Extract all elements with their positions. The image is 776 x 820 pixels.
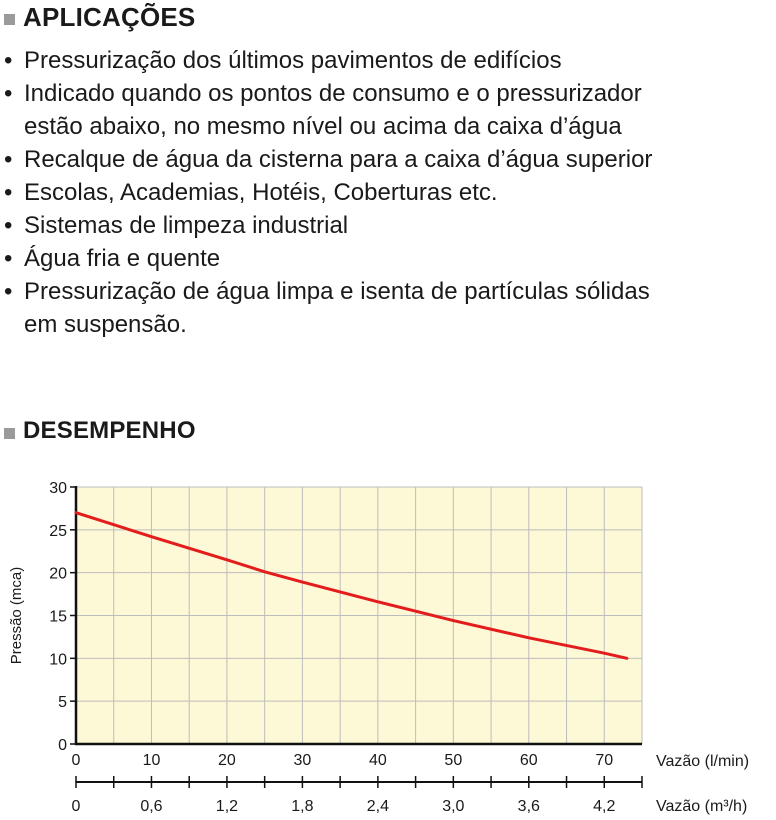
x-axis-label: Vazão (l/min) xyxy=(656,753,750,770)
applications-title xyxy=(4,2,195,33)
x-tick-label: 20 xyxy=(218,752,236,769)
y-tick-label: 25 xyxy=(49,522,67,540)
y-tick-labels xyxy=(49,480,67,754)
application-item xyxy=(4,242,652,275)
y-axis-label: Pressão (mca) xyxy=(8,566,25,665)
application-item xyxy=(4,44,652,77)
secondary-tick-label: 1,2 xyxy=(215,798,239,815)
y-tick-label: 20 xyxy=(49,565,67,583)
application-text: Sistemas de limpeza industrial xyxy=(24,212,349,239)
application-text: Recalque de água da cisterna para a caixa d’água superior xyxy=(24,146,653,173)
secondary-x-axis xyxy=(72,776,642,815)
section-square-icon xyxy=(4,428,15,439)
secondary-tick-label: 1,8 xyxy=(291,798,314,815)
secondary-x-axis-label: Vazão (m³/h) xyxy=(656,798,748,815)
y-tick-label: 0 xyxy=(58,737,67,754)
application-item xyxy=(4,308,652,341)
bullet-icon: • xyxy=(4,212,13,239)
x-tick-label: 40 xyxy=(368,752,387,769)
y-tick-label: 5 xyxy=(58,694,67,712)
applications-list xyxy=(4,44,652,341)
bullet-icon: • xyxy=(4,47,13,74)
section-square-icon xyxy=(4,14,15,25)
application-text: em suspensão. xyxy=(24,311,187,338)
secondary-tick-label: 3,0 xyxy=(442,798,465,815)
bullet-icon: • xyxy=(4,245,13,272)
application-text: Água fria e quente xyxy=(24,245,221,272)
y-tick-label: 10 xyxy=(49,651,67,669)
application-text: Pressurização dos últimos pavimentos de edifícios xyxy=(24,47,562,74)
x-tick-label: 70 xyxy=(595,752,614,769)
secondary-tick-label: 0,6 xyxy=(140,798,163,815)
bullet-icon: • xyxy=(4,146,13,173)
x-tick-label: 50 xyxy=(444,752,463,769)
x-tick-label: 10 xyxy=(142,752,161,769)
application-item xyxy=(4,209,652,242)
application-item xyxy=(4,110,652,143)
applications-title-text: APLICAÇÕES xyxy=(23,2,196,32)
secondary-tick-label: 2,4 xyxy=(366,798,389,815)
x-tick-label: 60 xyxy=(519,752,538,769)
x-tick-label: 0 xyxy=(71,752,81,769)
application-text: Indicado quando os pontos de consumo e o pressurizador xyxy=(24,80,642,107)
secondary-tick-label: 3,6 xyxy=(517,798,540,815)
application-item xyxy=(4,143,652,176)
application-item xyxy=(4,77,652,110)
x-tick-labels xyxy=(72,752,614,769)
application-text: estão abaixo, no mesmo nível ou acima da caixa d’água xyxy=(24,113,622,140)
y-tick-label: 30 xyxy=(49,480,67,497)
x-tick-label: 30 xyxy=(293,752,312,769)
performance-title xyxy=(4,417,196,445)
performance-chart xyxy=(0,470,776,820)
application-text: Pressurização de água limpa e isenta de partículas sólidas xyxy=(24,278,650,305)
application-item xyxy=(4,275,652,308)
bullet-icon: • xyxy=(4,80,13,107)
application-item xyxy=(4,176,652,209)
application-text: Escolas, Academias, Hotéis, Coberturas etc. xyxy=(24,179,498,206)
y-tick-label: 15 xyxy=(49,608,67,626)
secondary-tick-label: 0 xyxy=(71,798,81,815)
bullet-icon: • xyxy=(4,179,13,206)
secondary-tick-label: 4,2 xyxy=(593,798,616,815)
performance-title-text: DESEMPENHO xyxy=(23,417,196,444)
bullet-icon: • xyxy=(4,278,13,305)
